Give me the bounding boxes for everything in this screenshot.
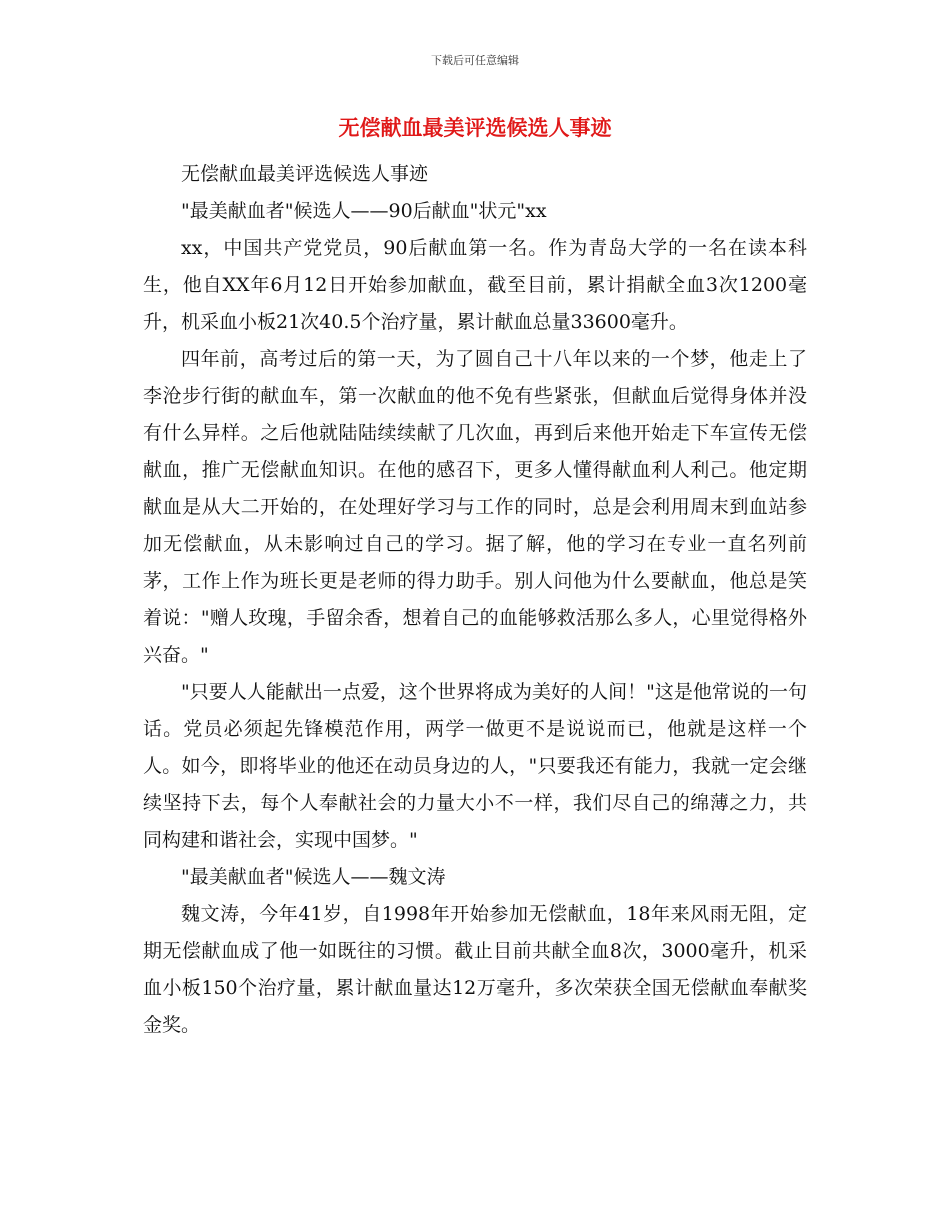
header-note: 下载后可任意编辑 bbox=[431, 54, 519, 67]
paragraph: 魏文涛，今年41岁，自1998年开始参加无偿献血，18年来风雨无阻，定期无偿献血成了他一如既往的习惯。截止目前共献全血8次，3000毫升，机采血小板150个治疗量，累计献血量达12万毫升，多次荣获全国无偿献血奉献奖金奖。 bbox=[143, 903, 807, 1036]
paragraph: 四年前，高考过后的第一天，为了圆自己十八年以来的一个梦，他走上了李沧步行街的献血车，第一次献血的他不免有些紧张，但献血后觉得身体并没有什么异样。之后他就陆陆续续献了几次血，再到后来他开始走下车宣传无偿献血，推广无偿献血知识。在他的感召下，更多人懂得献血利人利己。他定期献血是从大二开始的，在处理好学习与工作的同时，总是会利用周末到血站参加无偿献血，从未影响过自己的学习。据了解，他的学习在专业一直名列前茅，工作上作为班长更是老师的得力助手。别人问他为什么要献血，他总是笑着说："赠人玫瑰，手留余香，想着自己的血能够救活那么多人，心里觉得格外兴奋。" bbox=[143, 348, 807, 666]
document-body bbox=[143, 156, 807, 1044]
paragraph-candidate-heading-2: "最美献血者"候选人——魏文涛 bbox=[181, 866, 446, 888]
paragraph-subtitle: 无偿献血最美评选候选人事迹 bbox=[181, 163, 429, 185]
paragraph-candidate-heading-1: "最美献血者"候选人——90后献血"状元"xx bbox=[181, 200, 547, 222]
paragraph: xx，中国共产党党员，90后献血第一名。作为青岛大学的一名在读本科生，他自XX年6月12日开始参加献血，截至目前，累计捐献全血3次1200毫升，机采血小板21次40.5个治疗量，累计献血总量33600毫升。 bbox=[143, 237, 807, 333]
paragraph: "只要人人能献出一点爱，这个世界将成为美好的人间！"这是他常说的一句话。党员必须起先锋模范作用，两学一做更不是说说而已，他就是这样一个人。如今，即将毕业的他还在动员身边的人，"只要我还有能力，我就一定会继续坚持下去，每个人奉献社会的力量大小不一样，我们尽自己的绵薄之力，共同构建和谐社会，实现中国梦。" bbox=[143, 681, 807, 851]
document-title: 无偿献血最美评选候选人事迹 bbox=[338, 116, 612, 140]
